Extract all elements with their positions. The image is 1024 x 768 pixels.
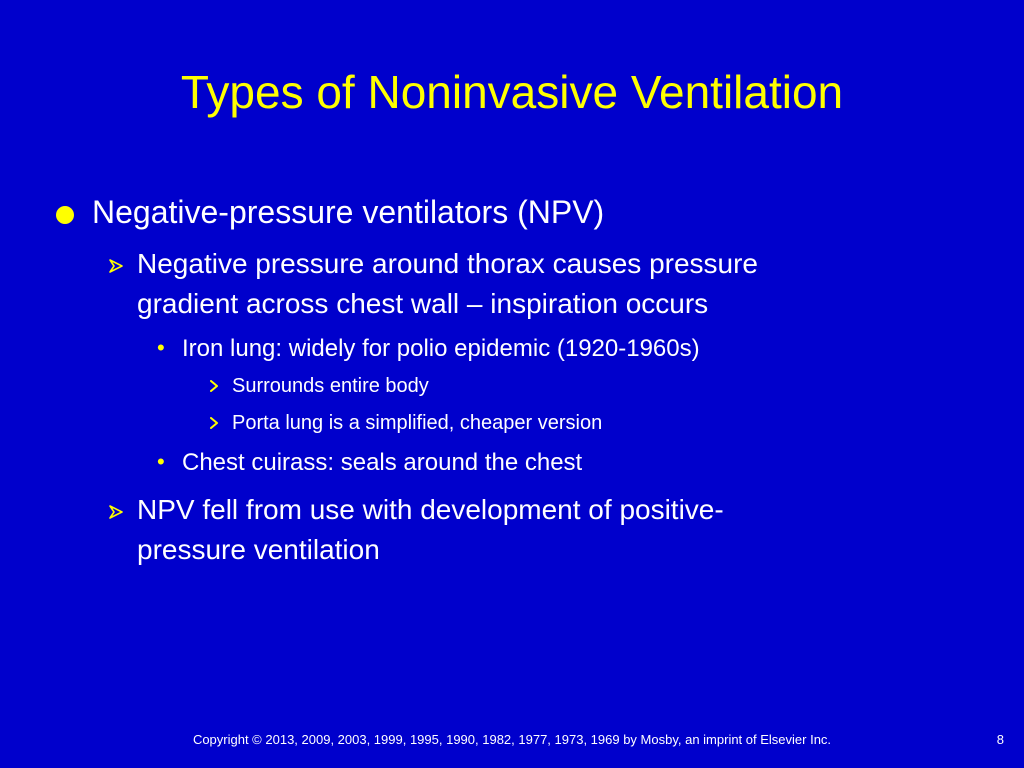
bullet-npv-fell-line1: NPV fell from use with development of positive- [137, 494, 724, 525]
small-dot-bullet-icon: • [157, 335, 165, 360]
bullet-negative-pressure-ventilators: Negative-pressure ventilators (NPV) [92, 194, 605, 230]
chevron-bullet-icon [209, 417, 219, 429]
bullet-npv-fell-line2: pressure ventilation [137, 534, 380, 565]
chevron-bullet-icon [209, 380, 219, 392]
filled-circle-bullet-icon [56, 206, 74, 224]
small-dot-bullet-icon: • [157, 449, 165, 474]
page-number: 8 [996, 732, 1004, 747]
bullet-chest-cuirass: Chest cuirass: seals around the chest [182, 449, 583, 476]
bullet-negative-pressure-line2: gradient across chest wall – inspiration occurs [137, 288, 709, 319]
bullet-negative-pressure-line1: Negative pressure around thorax causes pressure [137, 248, 759, 279]
slide-title: Types of Noninvasive Ventilation [180, 66, 844, 118]
copyright-footer: Copyright © 2013, 2009, 2003, 1999, 1995, 1990, 1982, 1977, 1973, 1969 by Mosby, an imprint of Elsevier Inc. [192, 732, 832, 747]
open-arrow-bullet-icon [108, 504, 124, 520]
open-arrow-bullet-icon [108, 258, 124, 274]
bullet-iron-lung: Iron lung: widely for polio epidemic (1920-1960s) [182, 335, 700, 362]
bullet-porta-lung: Porta lung is a simplified, cheaper version [232, 412, 603, 434]
bullet-surrounds-entire-body: Surrounds entire body [232, 375, 429, 397]
